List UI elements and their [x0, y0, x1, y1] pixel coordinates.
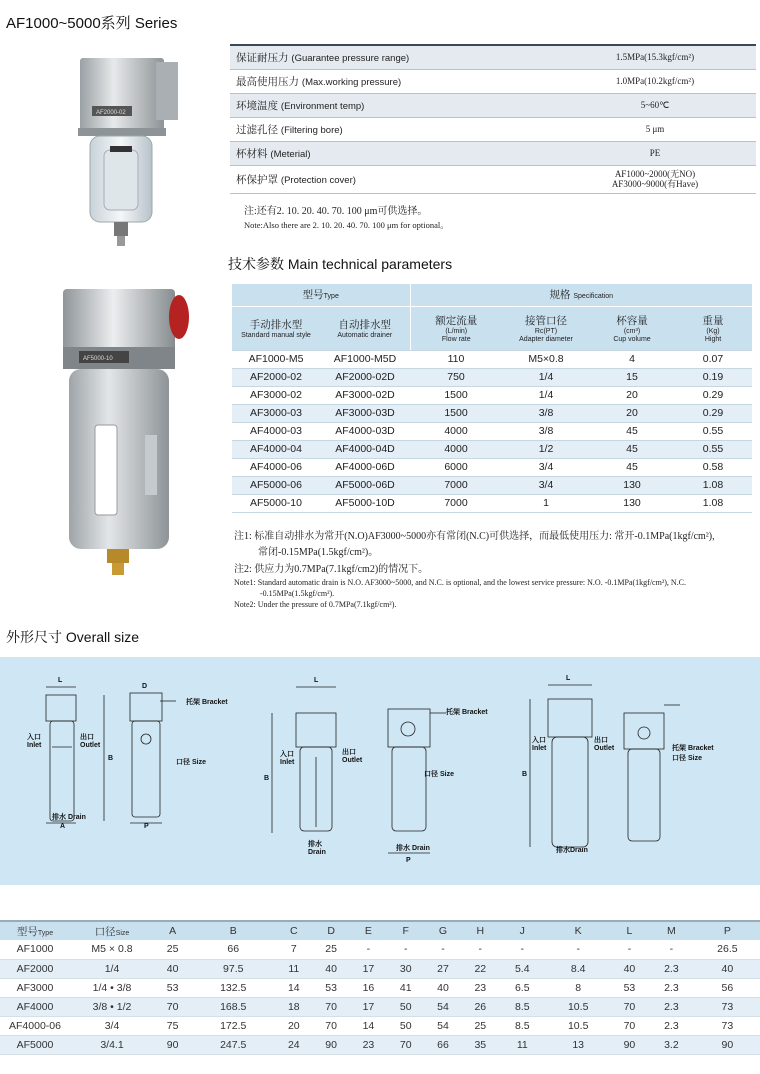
dim-col-header: F [387, 921, 424, 940]
spec-label [230, 165, 554, 193]
dim-type-cn: 型号 [16, 925, 38, 938]
dim-cell: - [499, 940, 546, 959]
dim-col-header: M [648, 921, 695, 940]
tech-cell: AF4000-06 [232, 458, 320, 476]
tech-cell: 45 [590, 458, 674, 476]
tech-cell: AF5000-10 [232, 494, 320, 512]
dim-cell: 25 [154, 940, 191, 959]
dim-cell: 54 [424, 997, 461, 1016]
dim-row [0, 978, 760, 997]
spec-value-text: 5~60℃ [640, 99, 670, 110]
product-image-af5000 [55, 285, 190, 580]
tech-flow-cn: 额定流量 [435, 314, 478, 327]
dim-cell: AF4000-06 [0, 1016, 70, 1035]
dim-b-1: B [108, 755, 114, 762]
dim-cell: 50 [387, 997, 424, 1016]
dim-cell: 27 [424, 959, 461, 978]
dim-cell: 2.3 [648, 959, 695, 978]
dim-cell: 70 [387, 1035, 424, 1054]
bracket-label-3: 托架 Bracket [672, 745, 714, 752]
dim-cell: 26 [462, 997, 499, 1016]
dim-cell: 3/4.1 [70, 1035, 154, 1054]
spec-label-cn: 最高使用压力 [236, 75, 299, 88]
tech-cell: 7000 [410, 494, 502, 512]
tech-cell: 1 [502, 494, 590, 512]
spec-value [554, 141, 756, 165]
dim-cell: - [648, 940, 695, 959]
spec-label-cn: 过滤孔径 [236, 123, 278, 136]
dim-cell: AF2000 [0, 959, 70, 978]
spec-label-cn: 杯材料 [236, 147, 268, 160]
tech-cell: AF1000-M5 [232, 350, 320, 368]
tech-note1-en-b: -0.15MPa(1.5kgf/cm²). [260, 589, 335, 598]
tech-title: 技术参数 Main technical parameters [228, 256, 453, 272]
tech-note1-cn-b: 常闭-0.15MPa(1.5kgf/cm²)。 [258, 547, 379, 558]
spec-label-cn: 环境温度 [236, 99, 278, 112]
spec-row [230, 69, 756, 93]
tech-cell: AF4000-04D [320, 440, 410, 458]
spec-label-cn: 杯保护罩 [236, 173, 278, 186]
dim-cell: 1/4 • 3/8 [70, 978, 154, 997]
spec-label [230, 141, 554, 165]
outlet-label-2: 出口 Outlet [342, 749, 363, 764]
spec-note-cn: 注:还有2. 10. 20. 40. 70. 100 μm可供选择。 [244, 205, 428, 217]
spec-value-text: 1.5MPa(15.3kgf/cm²) [615, 52, 695, 63]
dim-cell: 5.4 [499, 959, 546, 978]
dim-cell: 23 [462, 978, 499, 997]
dim-cell: 70 [154, 997, 191, 1016]
tech-cell: AF3000-02 [232, 386, 320, 404]
spec-label-en: (Filtering bore) [280, 124, 343, 136]
dim-cell: 17 [350, 997, 387, 1016]
tech-auto-en: Automatic drainer [337, 331, 393, 339]
tech-port-cn: 接管口径 [525, 314, 567, 327]
dim-cell: 14 [350, 1016, 387, 1035]
tech-cell: 130 [590, 494, 674, 512]
spec-value [554, 45, 756, 69]
dim-cell: 7 [275, 940, 312, 959]
tech-cell: 1/2 [502, 440, 590, 458]
spec-value-text: 5 μm [645, 124, 665, 134]
spec-value-text: PE [649, 148, 661, 158]
svg-text:AF2000-02: AF2000-02 [96, 110, 126, 116]
dim-cell: 24 [275, 1035, 312, 1054]
dimension-diagrams [0, 657, 760, 885]
tech-table [232, 284, 752, 513]
dim-col-header: K [546, 921, 611, 940]
dim-cell: 50 [387, 1016, 424, 1035]
size-label-2: 口径 Size [424, 771, 454, 778]
dim-row [0, 959, 760, 978]
tech-weight-en: Hight [704, 335, 722, 343]
dim-cell: 53 [312, 978, 349, 997]
tech-cell: 3/8 [502, 422, 590, 440]
tech-cell: 45 [590, 440, 674, 458]
dim-cell: 8 [546, 978, 611, 997]
tech-cell: 750 [410, 368, 502, 386]
tech-cell: AF4000-03 [232, 422, 320, 440]
dim-type-en: Type [37, 929, 54, 937]
tech-cell: AF5000-06 [232, 476, 320, 494]
tech-auto-cn: 自动排水型 [338, 318, 391, 331]
dim-l-3: L [566, 675, 571, 682]
dim-col-header: A [154, 921, 191, 940]
spec-row [230, 117, 756, 141]
tech-row [232, 476, 752, 494]
dim-cell: 70 [312, 997, 349, 1016]
tech-flow-unit: (L/min) [445, 327, 468, 335]
tech-type-cn: 型号 [302, 289, 324, 302]
tech-note2-en: Note2: Under the pressure of 0.7MPa(7.1kgf/cm²). [234, 600, 397, 609]
dim-cell: 53 [154, 978, 191, 997]
tech-cell: 3/8 [502, 404, 590, 422]
tech-row [232, 350, 752, 368]
dim-b-3: B [522, 771, 528, 778]
dim-cell: 40 [611, 959, 648, 978]
spec-label [230, 117, 554, 141]
tech-port-en: Adapter diameter [519, 335, 573, 343]
spec-value [554, 165, 756, 193]
dim-cell: 70 [611, 1016, 648, 1035]
dim-cell: - [387, 940, 424, 959]
tech-cup-unit: (cm³) [623, 327, 641, 335]
dim-cell: 53 [611, 978, 648, 997]
dim-l-1: L [58, 677, 63, 684]
spec-note-en: Note:Also there are 2. 10. 20. 40. 70. 100 μm for optional。 [244, 219, 449, 230]
spec-label-en: (Environment temp) [280, 100, 365, 112]
tech-cell: AF3000-02D [320, 386, 410, 404]
tech-row [232, 368, 752, 386]
dim-size-cn: 口径 [94, 925, 116, 938]
tech-cell: AF4000-03D [320, 422, 410, 440]
tech-cell: 4 [590, 350, 674, 368]
dim-cell: 70 [312, 1016, 349, 1035]
dim-cell: 73 [695, 997, 760, 1016]
spec-value-text-2: AF3000~9000(有Have) [611, 179, 699, 189]
dim-b-2: B [264, 775, 270, 782]
size-label-1: 口径 Size [176, 759, 206, 766]
svg-text:AF5000-10: AF5000-10 [83, 356, 113, 362]
dim-cell: 25 [312, 940, 349, 959]
dim-cell: 13 [546, 1035, 611, 1054]
tech-cell: 1/4 [502, 386, 590, 404]
overall-title: 外形尺寸 Overall size [6, 629, 140, 645]
dim-cell: - [424, 940, 461, 959]
tech-cup-cn: 杯容量 [616, 314, 648, 327]
tech-cell: AF5000-06D [320, 476, 410, 494]
dim-row [0, 1016, 760, 1035]
tech-row [232, 494, 752, 512]
dim-col-header: E [350, 921, 387, 940]
tech-row [232, 440, 752, 458]
dim-cell: 16 [350, 978, 387, 997]
dim-row [0, 940, 760, 959]
dim-cell: 20 [275, 1016, 312, 1035]
dim-cell: 8.4 [546, 959, 611, 978]
dim-col-header: G [424, 921, 461, 940]
spec-row [230, 165, 756, 193]
tech-manual-en: Standard manual style [241, 331, 311, 339]
bracket-label-1: 托架 Bracket [186, 699, 228, 706]
tech-row [232, 422, 752, 440]
spec-row [230, 93, 756, 117]
tech-cell: AF3000-03 [232, 404, 320, 422]
dim-row [0, 1035, 760, 1054]
tech-row [232, 404, 752, 422]
dim-cell: 70 [611, 997, 648, 1016]
tech-cell: AF2000-02 [232, 368, 320, 386]
dim-cell: 11 [499, 1035, 546, 1054]
dim-cell: 14 [275, 978, 312, 997]
dimension-table [0, 920, 760, 1055]
tech-cell: AF4000-06D [320, 458, 410, 476]
outlet-label-1: 出口 Outlet [80, 734, 101, 749]
bracket-label-2: 托架 Bracket [446, 709, 488, 716]
dim-cell: 40 [695, 959, 760, 978]
dim-cell: 90 [611, 1035, 648, 1054]
tech-spec-cn: 规格 [549, 289, 571, 302]
dim-cell: 40 [312, 959, 349, 978]
tech-cell: 45 [590, 422, 674, 440]
dim-cell: 3/4 [70, 1016, 154, 1035]
dim-cell: 30 [387, 959, 424, 978]
dim-size-en: Size [115, 929, 130, 937]
tech-cell: 0.19 [674, 368, 752, 386]
dim-cell: 73 [695, 1016, 760, 1035]
tech-cell: 15 [590, 368, 674, 386]
dim-cell: 247.5 [191, 1035, 275, 1054]
tech-cell: 1.08 [674, 494, 752, 512]
dim-cell: AF4000 [0, 997, 70, 1016]
tech-flow-en: Flow rate [441, 335, 471, 343]
tech-note1-en: Note1: Standard automatic drain is N.O. AF3000~5000, and N.C. is optional, and the lowest service pressure: N.O. -0.1MPa(1kgf/cm²), N.C. [234, 578, 686, 587]
tech-cell: 0.55 [674, 422, 752, 440]
spec-row [230, 141, 756, 165]
dim-cell: 66 [191, 940, 275, 959]
dim-cell: 11 [275, 959, 312, 978]
dim-cell: - [350, 940, 387, 959]
tech-cup-en: Cup volume [613, 335, 651, 343]
tech-note1-cn: 注1: 标准自动排水为常开(N.O)AF3000~5000亦有常闭(N.C)可供选择，而最低使用压力: 常开-0.1MPa(1kgf/cm²), [234, 531, 715, 542]
tech-cell: AF5000-10D [320, 494, 410, 512]
dim-cell: 18 [275, 997, 312, 1016]
dim-cell: - [611, 940, 648, 959]
tech-cell: 110 [410, 350, 502, 368]
tech-cell: 130 [590, 476, 674, 494]
tech-cell: 1500 [410, 404, 502, 422]
tech-cell: 3/4 [502, 476, 590, 494]
tech-cell: 1.08 [674, 476, 752, 494]
dim-cell: 10.5 [546, 1016, 611, 1035]
tech-cell: AF4000-04 [232, 440, 320, 458]
dim-cell: AF3000 [0, 978, 70, 997]
tech-cell: 20 [590, 404, 674, 422]
tech-cell: AF3000-03D [320, 404, 410, 422]
size-label-3: 口径 Size [672, 755, 702, 762]
dim-cell: 35 [462, 1035, 499, 1054]
dim-cell: 168.5 [191, 997, 275, 1016]
dim-col-header: J [499, 921, 546, 940]
dim-cell: 3/8 • 1/2 [70, 997, 154, 1016]
inlet-label-2: 入口 Inlet [280, 751, 295, 766]
tech-cell: 0.07 [674, 350, 752, 368]
dim-cell: 2.3 [648, 978, 695, 997]
spec-label-en: (Protection cover) [280, 174, 356, 186]
tech-row [232, 458, 752, 476]
tech-weight-cn: 重量 [702, 314, 724, 327]
dim-cell: 23 [350, 1035, 387, 1054]
dim-cell: AF5000 [0, 1035, 70, 1054]
spec-value [554, 93, 756, 117]
tech-note2-cn: 注2: 供应力为0.7MPa(7.1kgf/cm2)的情况下。 [234, 564, 429, 575]
tech-cell: 0.58 [674, 458, 752, 476]
dim-col-header: C [275, 921, 312, 940]
tech-cell: 6000 [410, 458, 502, 476]
inlet-label-1: 入口 Inlet [27, 734, 42, 749]
tech-cell: AF1000-M5D [320, 350, 410, 368]
tech-cell: 1500 [410, 386, 502, 404]
dim-l-2: L [314, 677, 319, 684]
dim-cell: 1/4 [70, 959, 154, 978]
dim-cell: 90 [154, 1035, 191, 1054]
tech-row [232, 386, 752, 404]
dim-cell: 40 [424, 978, 461, 997]
outlet-label-3: 出口 Outlet [594, 737, 615, 752]
dim-cell: 90 [312, 1035, 349, 1054]
dim-col-header: B [191, 921, 275, 940]
tech-cell: M5×0.8 [502, 350, 590, 368]
spec-label-en: (Meterial) [270, 148, 311, 160]
spec-label [230, 45, 554, 69]
tech-cell: 4000 [410, 440, 502, 458]
dim-cell: 10.5 [546, 997, 611, 1016]
drain-label-2: 排水 Drain [308, 841, 326, 856]
tech-cell: 0.29 [674, 386, 752, 404]
dim-cell: 90 [695, 1035, 760, 1054]
dim-cell: 40 [154, 959, 191, 978]
tech-type-en: Type [323, 293, 339, 301]
tech-weight-unit: (Kg) [706, 327, 720, 335]
dim-a-1: A [60, 823, 66, 830]
dim-cell: 3.2 [648, 1035, 695, 1054]
spec-value [554, 117, 756, 141]
tech-cell: 7000 [410, 476, 502, 494]
dim-cell: 6.5 [499, 978, 546, 997]
spec-label-en: (Max.working pressure) [301, 76, 402, 88]
dim-cell: 132.5 [191, 978, 275, 997]
dim-cell: 97.5 [191, 959, 275, 978]
spec-label-cn: 保证耐压力 [236, 51, 289, 64]
dim-d-1: D [142, 683, 148, 690]
dim-col-header: D [312, 921, 349, 940]
dim-cell: 56 [695, 978, 760, 997]
dim-cell: 8.5 [499, 997, 546, 1016]
dim-cell: 2.3 [648, 1016, 695, 1035]
dim-cell: 2.3 [648, 997, 695, 1016]
dim-cell: - [462, 940, 499, 959]
dim-cell: 172.5 [191, 1016, 275, 1035]
tech-cell: 20 [590, 386, 674, 404]
tech-spec-en: Specification [573, 293, 614, 301]
dim-p-2: P [406, 857, 411, 864]
dim-cell: 54 [424, 1016, 461, 1035]
dim-cell: 8.5 [499, 1016, 546, 1035]
dim-cell: 66 [424, 1035, 461, 1054]
tech-cell: 1/4 [502, 368, 590, 386]
spec-label [230, 69, 554, 93]
spec-value-text: 1.0MPa(10.2kgf/cm²) [615, 76, 695, 86]
dim-cell: M5 × 0.8 [70, 940, 154, 959]
dim-cell: AF1000 [0, 940, 70, 959]
spec-value-text: AF1000~2000(无NO) [614, 169, 696, 179]
tech-port-unit: Rc(PT) [534, 327, 558, 335]
dim-cell: 22 [462, 959, 499, 978]
dim-cell: 26.5 [695, 940, 760, 959]
tech-manual-cn: 手动排水型 [249, 318, 303, 331]
inlet-label-3: 入口 Inlet [532, 737, 547, 752]
dim-cell: 17 [350, 959, 387, 978]
dim-row [0, 997, 760, 1016]
tech-cell: 3/4 [502, 458, 590, 476]
dim-p-1: P [144, 823, 149, 830]
product-image-af2000 [70, 50, 180, 250]
dim-cell: - [546, 940, 611, 959]
dimension-drawings [0, 657, 760, 885]
dim-cell: 75 [154, 1016, 191, 1035]
drain-label-3: 排水Drain [556, 847, 588, 854]
tech-cell: 4000 [410, 422, 502, 440]
drain-label-1: 排水 Drain [52, 814, 86, 821]
dim-col-header: H [462, 921, 499, 940]
tech-cell: 0.55 [674, 440, 752, 458]
tech-cell: 0.29 [674, 404, 752, 422]
spec-label-en: (Guarantee pressure range) [291, 52, 410, 64]
spec-label [230, 93, 554, 117]
dim-cell: 41 [387, 978, 424, 997]
spec-value [554, 69, 756, 93]
dim-col-header: L [611, 921, 648, 940]
tech-cell: AF2000-02D [320, 368, 410, 386]
dim-col-header: P [695, 921, 760, 940]
drain-label-2b: 排水 Drain [396, 845, 430, 852]
page-title: AF1000~5000系列 Series [6, 15, 178, 32]
spec-row [230, 45, 756, 69]
spec-table [230, 44, 756, 194]
dim-cell: 25 [462, 1016, 499, 1035]
